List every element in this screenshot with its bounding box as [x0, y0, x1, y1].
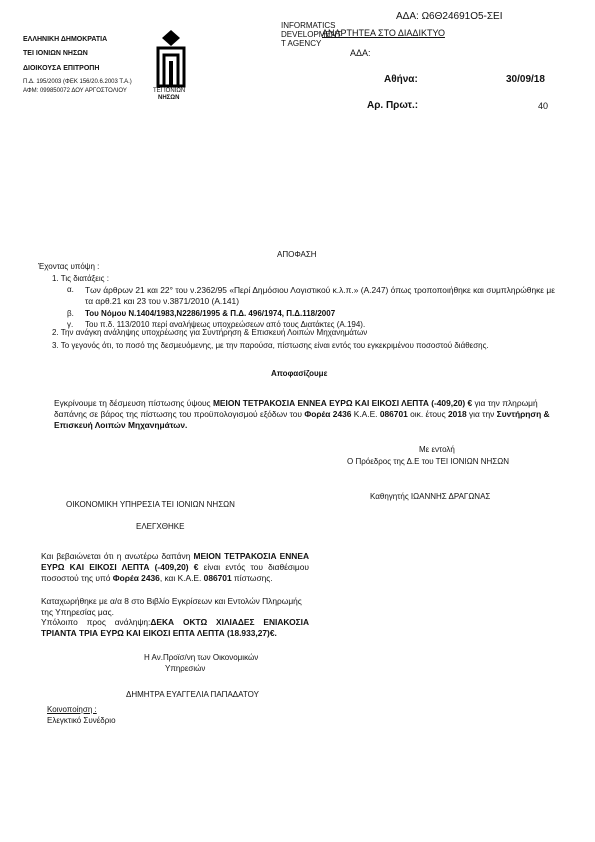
president-name: Καθηγητής ΙΩΑΝΝΗΣ ΔΡΑΓΩΝΑΣ	[370, 492, 491, 501]
decision-purpose: Συντήρηση & Επισκευή Λοιπών Μηχανημάτων.	[54, 408, 550, 430]
decision-year: 2018	[448, 408, 467, 419]
decision-title: ΑΠΟΦΑΣΗ	[277, 250, 317, 259]
cert-text-3: , και Κ.Α.Ε.	[159, 572, 204, 583]
sub-item-c-text: Του π.δ. 113/2010 περί αναλήψεως υποχρεώσεων από τους Διατάκτες (Α.194).	[85, 320, 366, 329]
logo-caption-line1: ΤΕΙ ΙΟΝΙΩΝ	[153, 88, 186, 94]
sub-item-c-marker: γ.	[67, 320, 74, 329]
org-line-tax-id: ΑΦΜ: 099850072 ΔΟΥ ΑΡΓΟΣΤΟΛΙΟΥ	[23, 88, 127, 94]
org-line-committee: ΔΙΟΙΚΟΥΣΑ ΕΠΙΤΡΟΠΗ	[23, 65, 100, 72]
we-decide-title: Αποφασίζουμε	[271, 369, 328, 378]
place-label: Αθήνα:	[384, 74, 418, 85]
org-line-republic: ΕΛΛΗΝΙΚΗ ΔΗΜΟΚΡΑΤΙΑ	[23, 36, 108, 43]
certification-paragraph	[41, 551, 309, 583]
finance-head-name: ΔΗΜΗΤΡΑ ΕΥΑΓΓΕΛΙΑ ΠΑΠΑΔΑΤΟΥ	[126, 690, 259, 699]
decision-amount: ΜΕΙΟΝ ΤΕΤΡΑΚΟΣΙΑ ΕΝΝΕΑ ΕΥΡΩ ΚΑΙ ΕΙΚΟΣΙ ΛΕΠΤΑ (-409,20) €	[212, 398, 473, 408]
cert-text-2: είναι εντός του διαθέσιμου ποσοστού της υπό	[41, 561, 309, 583]
having-regard-label: Έχοντας υπόψη :	[38, 262, 100, 271]
regard-item-2: 2. Την ανάγκη ανάληψης υποχρέωσης για Συντήρηση & Επισκευή Λοιπών Μηχανημάτων	[52, 328, 368, 337]
checked-title: ΕΛΕΓΧΘΗΚΕ	[136, 522, 185, 531]
cert-kae: 086701	[203, 572, 232, 583]
sub-item-a-marker: α.	[67, 285, 74, 294]
institution-logo-icon	[154, 28, 188, 88]
sub-item-b-marker: β.	[67, 309, 74, 318]
cert-text-1: Και βεβαιώνεται ότι η ανωτέρω δαπάνη	[41, 551, 194, 561]
remaining-paragraph	[41, 617, 309, 639]
remaining-label: Υπόλοιπο προς ανάληψη:	[41, 617, 151, 627]
org-line-institution: ΤΕΙ ΙΟΝΙΩΝ ΝΗΣΩΝ	[23, 50, 88, 57]
stamp-agency-line3: T AGENCY	[281, 39, 322, 48]
decision-body: Φορέα 2436	[304, 408, 352, 419]
decision-text-5: για την	[466, 408, 497, 419]
decision-kae: 086701	[379, 408, 408, 419]
decision-text-1: Εγκρίνουμε τη δέσμευση πίστωσης ύψους	[54, 398, 213, 408]
regard-item-1: 1. Τις διατάξεις :	[52, 274, 109, 283]
logo-caption-line2: ΝΗΣΩΝ	[158, 95, 180, 101]
institution-logo	[154, 28, 188, 100]
decision-text-3: Κ.Α.Ε.	[351, 408, 380, 419]
protocol-label: Αρ. Πρωτ.:	[367, 100, 419, 111]
stamp-ada-label: ΑΔΑ:	[350, 48, 371, 58]
decision-text-4: οικ. έτους	[407, 408, 448, 419]
order-label: Με εντολή	[419, 445, 455, 454]
ada-code: ΑΔΑ: Ω6Θ24691Ο5-ΣΕΙ	[396, 11, 503, 22]
cert-amount: ΜΕΙΟΝ ΤΕΤΡΑΚΟΣΙΑ ΕΝΝΕΑ ΕΥΡΩ ΚΑΙ ΕΙΚΟΣΙ ΛΕΠΤΑ (-409,20) €	[41, 551, 309, 572]
org-line-decree: Π.Δ. 195/2003 (ΦΕΚ 156/20.6.2003 Τ.Α.)	[23, 79, 132, 85]
sub-item-a-text: Των άρθρων 21 και 22° του ν.2362/95 «Περί Δημόσιου Λογιστικού κ.λ.π.» (Α.247) όπως τροποποιήθηκε και συμπληρώθηκε με τα αρθ.21 και 23 του ν.3871/2010 (Α.141)	[85, 285, 555, 306]
sub-item-b-text: Του Νόμου Ν.1404/1983,Ν2286/1995 & Π.Δ. 496/1974, Π.Δ.118/2007	[85, 309, 336, 318]
document-date: 30/09/18	[506, 74, 545, 85]
stamp-agency-line2: DEVELOPMENT	[281, 30, 342, 39]
cert-body: Φορέα 2436	[112, 572, 160, 583]
president-label: Ο Πρόεδρος της Δ.Ε του ΤΕΙ ΙΟΝΙΩΝ ΝΗΣΩΝ	[347, 457, 509, 466]
remaining-amount: ΔΕΚΑ ΟΚΤΩ ΧΙΛΙΑΔΕΣ ΕΝΙΑΚΟΣΙΑ ΤΡΙΑΝΤΑ ΤΡΙΑ ΕΥΡΩ ΚΑΙ ΕΙΚΟΣΙ ΕΠΤΑ ΛΕΠΤΑ (18.933,27)€.	[41, 617, 309, 638]
protocol-number: 40	[538, 101, 549, 111]
registered-note: Καταχωρήθηκε με α/α 8 στο Βιβλίο Εγκρίσεων και Εντολών Πληρωμής της Υπηρεσίας μας.	[41, 596, 302, 617]
notification-label: Κοινοποίηση :	[47, 705, 97, 714]
notification-recipient: Ελεγκτικό Συνέδριο	[47, 716, 116, 725]
finance-service-title: ΟΙΚΟΝΟΜΙΚΗ ΥΠΗΡΕΣΙΑ ΤΕΙ ΙΟΝΙΩΝ ΝΗΣΩΝ	[66, 500, 235, 509]
stamp-agency-line1: INFORMATICS	[281, 21, 336, 30]
cert-text-4: πίστωσης.	[231, 572, 273, 583]
finance-head-title-line1: Η Αν.Προϊσ/νη των Οικονομικών	[144, 653, 259, 662]
decision-paragraph	[54, 398, 554, 430]
finance-head-title-line2: Υπηρεσιών	[165, 664, 206, 673]
stamp-title: ΑΝΑΡΤΗΤΕΑ ΣΤΟ ΔΙΑΔΙΚΤΥΟ	[322, 28, 445, 38]
decision-text-2: για την πληρωμή δαπάνης σε βάρος της πίστωσης του προϋπολογισμού εξόδων του	[54, 398, 538, 419]
regard-item-3: 3. Το γεγονός ότι, το ποσό της δεσμευόμενης, με την παρούσα, πίστωσης είναι εντός του εγκεκριμένου ποσοστού διάθεσης.	[52, 341, 489, 350]
